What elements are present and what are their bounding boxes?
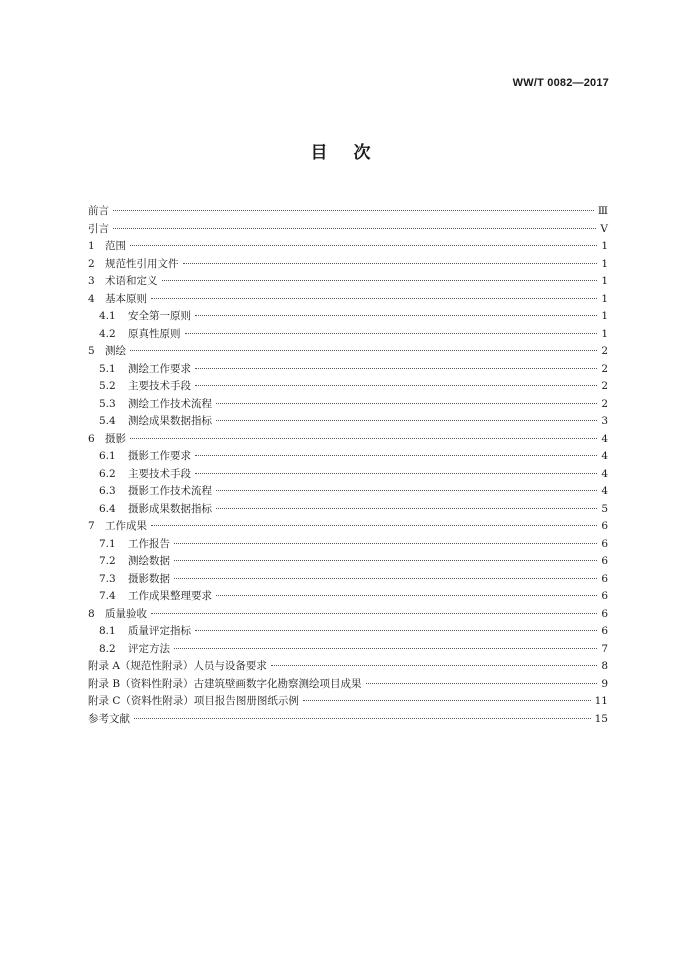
toc-entry-label: 质量评定指标 — [128, 625, 191, 637]
toc-leader-dots — [134, 718, 591, 719]
toc-entry-label: 术语和定义 — [105, 275, 158, 287]
toc-entry[interactable] — [88, 518, 608, 536]
toc-entry-label: 质量验收 — [105, 607, 147, 620]
toc-entry-number: 5.2 — [99, 380, 116, 392]
toc-entry-label: 附录 C（资料性附录）项目报告图册图纸示例 — [88, 695, 299, 707]
toc-leader-dots — [113, 228, 596, 229]
toc-entry-label: 原真性原则 — [128, 327, 181, 340]
toc-entry-number: 1 — [88, 240, 95, 252]
toc-entry-number: 4.1 — [99, 310, 116, 322]
toc-entry-number: 7 — [88, 520, 95, 532]
toc-entry[interactable] — [88, 256, 608, 274]
toc-leader-dots — [195, 473, 597, 474]
toc-entry[interactable] — [88, 658, 608, 676]
toc-entry-number: 6.4 — [99, 502, 116, 515]
toc-entry-number: 7.4 — [99, 590, 116, 602]
toc-leader-dots — [216, 508, 597, 509]
toc-entry-number: 5.3 — [99, 397, 116, 410]
toc-entry[interactable] — [88, 378, 608, 396]
toc-entry-label: 附录 B（资料性附录）古建筑壁画数字化勘察测绘项目成果 — [88, 677, 362, 690]
toc-leader-dots — [151, 613, 597, 614]
toc-entry-page: 1 — [601, 240, 608, 252]
toc-entry-page: 4 — [601, 485, 608, 497]
toc-entry-label: 前言 — [88, 205, 109, 217]
table-of-contents — [88, 203, 608, 728]
toc-entry[interactable] — [88, 361, 608, 379]
toc-entry-number: 6.2 — [99, 467, 116, 480]
toc-entry-page: 6 — [601, 520, 608, 532]
toc-entry-label: 附录 A（规范性附录）人员与设备要求 — [88, 660, 267, 672]
toc-entry-page: 1 — [601, 327, 608, 340]
toc-entry-label: 工作报告 — [128, 537, 170, 550]
toc-entry-number: 7.3 — [99, 572, 116, 585]
toc-entry-number: 8 — [88, 607, 95, 620]
toc-entry[interactable] — [88, 588, 608, 606]
standard-code: WW/T 0082—2017 — [512, 77, 609, 89]
toc-entry-number: 7.2 — [99, 555, 116, 567]
toc-entry-number: 5 — [88, 345, 95, 357]
toc-entry-label: 基本原则 — [105, 292, 147, 305]
toc-entry[interactable] — [88, 536, 608, 554]
toc-entry-page: 3 — [601, 415, 608, 427]
toc-entry-page: 1 — [601, 257, 608, 270]
toc-entry-label: 测绘工作技术流程 — [128, 397, 212, 410]
toc-entry[interactable] — [88, 343, 608, 361]
toc-entry[interactable] — [88, 641, 608, 659]
toc-leader-dots — [130, 350, 597, 351]
toc-entry-page: 1 — [601, 292, 608, 305]
toc-entry-label: 范围 — [105, 240, 126, 252]
toc-entry-label: 工作成果整理要求 — [128, 590, 212, 602]
toc-entry-number: 4.2 — [99, 327, 116, 340]
toc-entry-page: 6 — [601, 537, 608, 550]
toc-entry[interactable] — [88, 308, 608, 326]
toc-entry[interactable] — [88, 466, 608, 484]
toc-leader-dots — [185, 333, 598, 334]
toc-entry-number: 6.3 — [99, 485, 116, 497]
toc-entry[interactable] — [88, 396, 608, 414]
toc-leader-dots — [183, 263, 598, 264]
toc-leader-dots — [195, 630, 597, 631]
toc-entry-label: 工作成果 — [105, 520, 147, 532]
toc-entry-label: 摄影工作要求 — [128, 450, 191, 462]
toc-leader-dots — [195, 368, 597, 369]
toc-entry[interactable] — [88, 676, 608, 694]
toc-entry-label: 评定方法 — [128, 642, 170, 655]
toc-entry-label: 摄影数据 — [128, 572, 170, 585]
toc-entry-label: 摄影工作技术流程 — [128, 485, 212, 497]
toc-entry-page: 7 — [601, 642, 608, 655]
toc-entry[interactable] — [88, 431, 608, 449]
toc-leader-dots — [130, 245, 597, 246]
toc-entry-label: 引言 — [88, 222, 109, 235]
toc-entry-page: 6 — [601, 590, 608, 602]
toc-entry-number: 6 — [88, 432, 95, 445]
toc-entry-number: 8.2 — [99, 642, 116, 655]
toc-entry-label: 规范性引用文件 — [105, 257, 179, 270]
toc-leader-dots — [174, 648, 597, 649]
toc-entry-label: 主要技术手段 — [128, 380, 191, 392]
toc-leader-dots — [174, 543, 597, 544]
toc-entry-page: 4 — [601, 467, 608, 480]
toc-entry-page: 4 — [601, 450, 608, 462]
toc-entry[interactable] — [88, 273, 608, 291]
toc-entry-label: 测绘成果数据指标 — [128, 415, 212, 427]
toc-entry-page: Ⅴ — [600, 222, 608, 235]
toc-leader-dots — [366, 683, 598, 684]
toc-entry-page: 2 — [601, 345, 608, 357]
toc-entry-number: 2 — [88, 257, 95, 270]
toc-leader-dots — [216, 403, 597, 404]
toc-entry-page: 2 — [601, 397, 608, 410]
toc-entry[interactable] — [88, 553, 608, 571]
toc-entry-page: 9 — [601, 677, 608, 690]
toc-entry[interactable] — [88, 693, 608, 711]
toc-entry-number: 3 — [88, 275, 95, 287]
toc-entry-page: 1 — [601, 275, 608, 287]
toc-entry-label: 测绘 — [105, 345, 126, 357]
toc-entry-label: 参考文献 — [88, 712, 130, 725]
toc-entry-label: 摄影 — [105, 432, 126, 445]
toc-leader-dots — [130, 438, 597, 439]
toc-entry-label: 主要技术手段 — [128, 467, 191, 480]
toc-entry-page: 15 — [594, 712, 608, 725]
toc-entry-number: 7.1 — [99, 537, 116, 550]
toc-leader-dots — [195, 385, 597, 386]
toc-entry-page: 6 — [601, 555, 608, 567]
toc-entry-page: 2 — [601, 380, 608, 392]
toc-entry[interactable] — [88, 623, 608, 641]
toc-entry-number: 8.1 — [99, 625, 116, 637]
toc-entry[interactable] — [88, 501, 608, 519]
toc-entry-label: 测绘数据 — [128, 555, 170, 567]
toc-entry-page: 6 — [601, 607, 608, 620]
toc-entry[interactable] — [88, 326, 608, 344]
toc-entry-page: 8 — [601, 660, 608, 672]
toc-entry-label: 摄影成果数据指标 — [128, 502, 212, 515]
toc-leader-dots — [174, 560, 597, 561]
toc-entry[interactable] — [88, 606, 608, 624]
toc-entry-page: 1 — [601, 310, 608, 322]
toc-entry-page: 6 — [601, 572, 608, 585]
toc-entry-label: 安全第一原则 — [128, 310, 191, 322]
toc-leader-dots — [162, 280, 598, 281]
toc-entry-number: 6.1 — [99, 450, 116, 462]
toc-entry-page: 6 — [601, 625, 608, 637]
toc-entry-page: 11 — [594, 695, 608, 707]
toc-entry-number: 5.4 — [99, 415, 116, 427]
toc-entry[interactable] — [88, 291, 608, 309]
toc-leader-dots — [195, 315, 597, 316]
toc-entry-page: 2 — [601, 362, 608, 375]
toc-entry[interactable] — [88, 238, 608, 256]
toc-entry[interactable] — [88, 203, 608, 221]
toc-entry-number: 5.1 — [99, 362, 116, 375]
toc-leader-dots — [151, 525, 597, 526]
toc-entry[interactable] — [88, 448, 608, 466]
toc-entry-page: 4 — [601, 432, 608, 445]
toc-entry-label: 测绘工作要求 — [128, 362, 191, 375]
toc-entry[interactable] — [88, 221, 608, 239]
toc-entry[interactable] — [88, 483, 608, 501]
toc-leader-dots — [174, 578, 597, 579]
toc-leader-dots — [113, 210, 594, 211]
page-title: 目次 — [310, 143, 397, 163]
toc-entry-page: Ⅲ — [597, 205, 608, 217]
toc-entry[interactable] — [88, 711, 608, 729]
toc-leader-dots — [216, 595, 597, 596]
toc-leader-dots — [216, 490, 597, 491]
toc-leader-dots — [271, 665, 597, 666]
toc-leader-dots — [303, 700, 591, 701]
toc-entry-number: 4 — [88, 292, 95, 305]
toc-entry[interactable] — [88, 413, 608, 431]
toc-leader-dots — [216, 420, 597, 421]
toc-leader-dots — [195, 455, 597, 456]
toc-entry-page: 5 — [601, 502, 608, 515]
toc-leader-dots — [151, 298, 597, 299]
toc-entry[interactable] — [88, 571, 608, 589]
